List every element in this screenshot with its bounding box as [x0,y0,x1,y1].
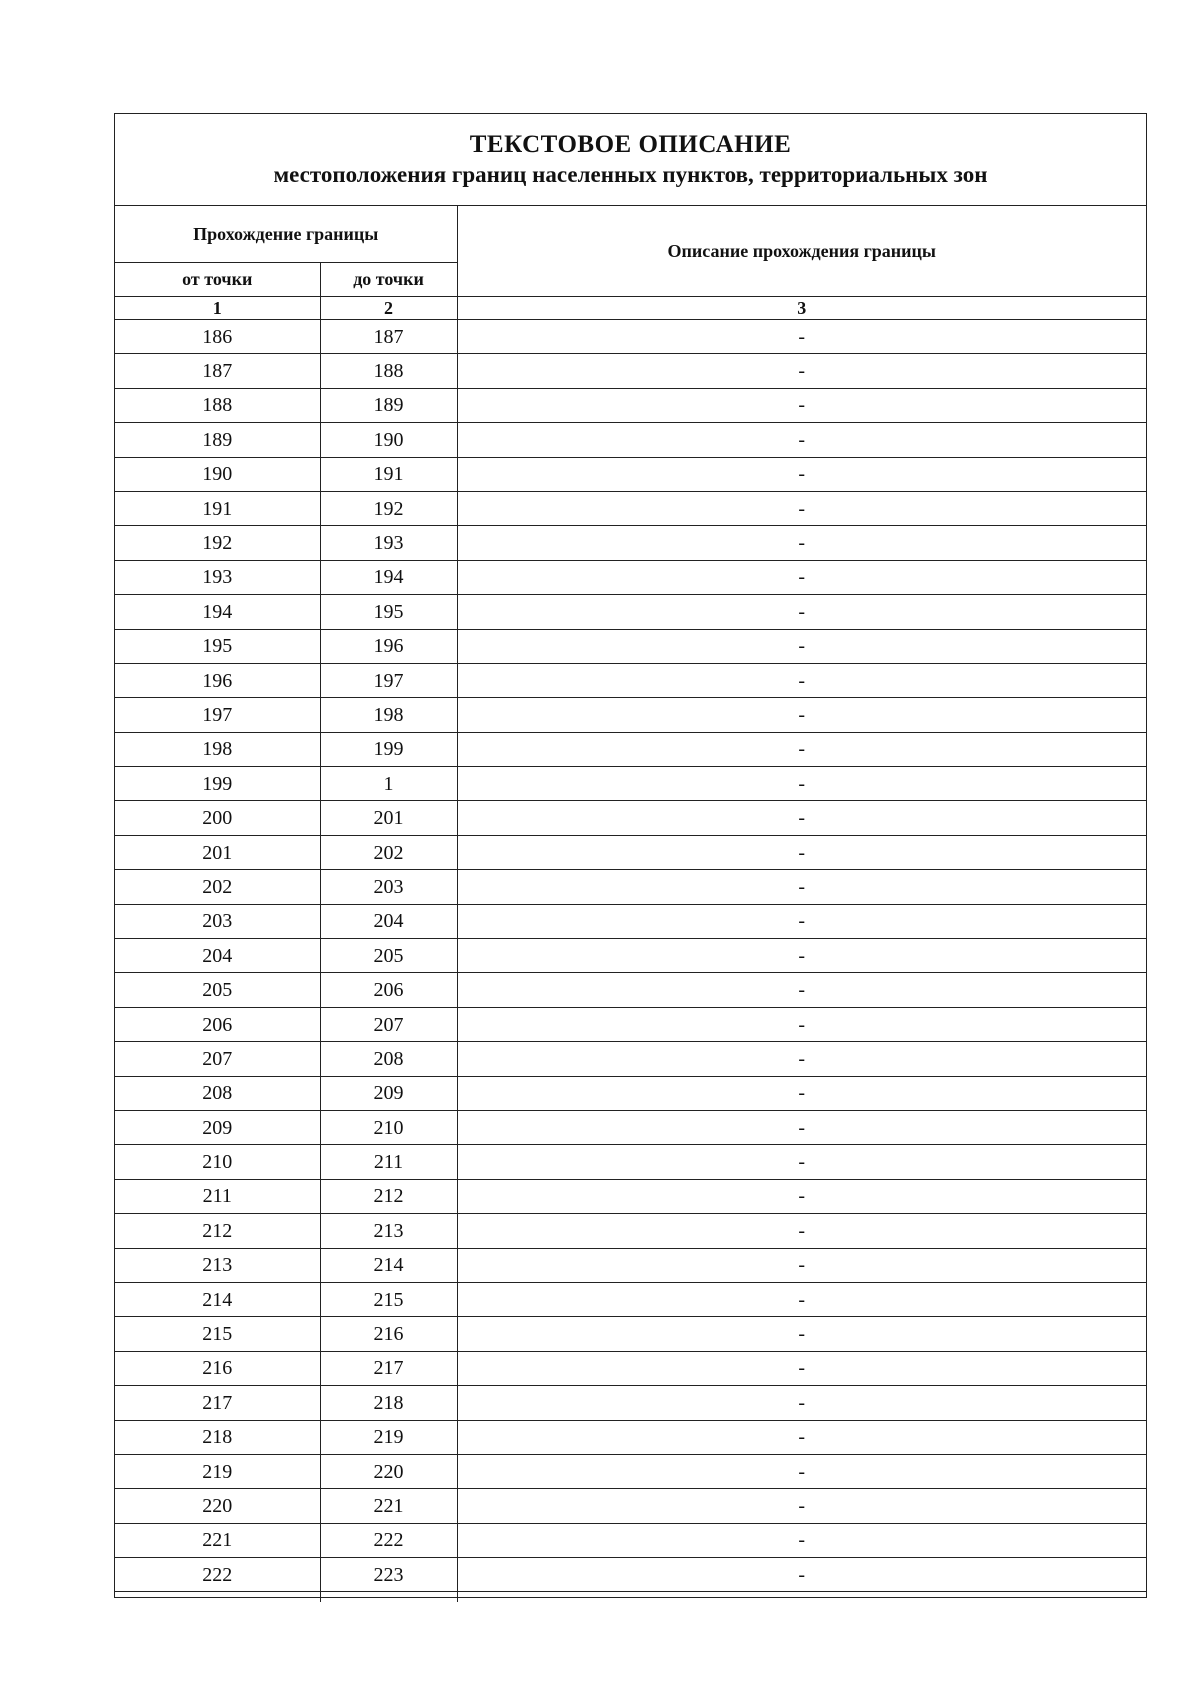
cell-to-point: 212 [320,1179,457,1213]
cell-to-point: 191 [320,457,457,491]
cell-to-point: 202 [320,835,457,869]
table-row [115,595,1146,629]
table-row [115,1214,1146,1248]
table-spacer-row [115,1592,1146,1603]
cell-description: - [457,423,1146,457]
cell-from-point: 212 [115,1214,320,1248]
cell-to-point: 213 [320,1214,457,1248]
cell-description: - [457,973,1146,1007]
cell-from-point: 222 [115,1558,320,1592]
table-row [115,1282,1146,1316]
cell-to-point: 195 [320,595,457,629]
table-row [115,904,1146,938]
cell-from-point: 190 [115,457,320,491]
header-from-point: от точки [115,263,320,297]
cell-description: - [457,1454,1146,1488]
table-row [115,973,1146,1007]
cell-description: - [457,1179,1146,1213]
boundary-table [115,206,1146,1602]
table-body [115,320,1146,1592]
table-row [115,1110,1146,1144]
title-block [115,114,1146,206]
cell-from-point: 208 [115,1076,320,1110]
cell-from-point: 203 [115,904,320,938]
cell-to-point: 214 [320,1248,457,1282]
cell-description: - [457,1386,1146,1420]
cell-from-point: 200 [115,801,320,835]
cell-to-point: 223 [320,1558,457,1592]
table-row [115,1454,1146,1488]
cell-to-point: 218 [320,1386,457,1420]
table-row [115,320,1146,354]
cell-description: - [457,595,1146,629]
cell-to-point: 197 [320,663,457,697]
cell-description: - [457,767,1146,801]
cell-from-point: 213 [115,1248,320,1282]
cell-description: - [457,1076,1146,1110]
cell-from-point: 206 [115,1007,320,1041]
cell-to-point: 194 [320,560,457,594]
table-row [115,732,1146,766]
cell-to-point: 201 [320,801,457,835]
cell-description: - [457,1145,1146,1179]
cell-to-point: 208 [320,1042,457,1076]
header-to-point: до точки [320,263,457,297]
cell-from-point: 196 [115,663,320,697]
cell-to-point: 204 [320,904,457,938]
table-row [115,767,1146,801]
table-row [115,1007,1146,1041]
cell-description: - [457,1007,1146,1041]
cell-from-point: 205 [115,973,320,1007]
table-row [115,1042,1146,1076]
cell-to-point: 207 [320,1007,457,1041]
cell-to-point: 219 [320,1420,457,1454]
cell-from-point: 199 [115,767,320,801]
cell-to-point: 216 [320,1317,457,1351]
cell-description: - [457,1351,1146,1385]
cell-description: - [457,732,1146,766]
cell-description: - [457,1110,1146,1144]
cell-to-point: 209 [320,1076,457,1110]
cell-from-point: 188 [115,388,320,422]
cell-from-point: 215 [115,1317,320,1351]
cell-to-point: 206 [320,973,457,1007]
table-row [115,1420,1146,1454]
cell-description: - [457,320,1146,354]
cell-to-point: 215 [320,1282,457,1316]
table-row [115,629,1146,663]
column-number-2: 2 [320,297,457,320]
cell-from-point: 191 [115,491,320,525]
cell-from-point: 193 [115,560,320,594]
cell-to-point: 190 [320,423,457,457]
document-subtitle: местоположения границ населенных пунктов, территориальных зон [273,162,988,187]
table-row [115,457,1146,491]
cell-description: - [457,1214,1146,1248]
cell-from-point: 186 [115,320,320,354]
table-row [115,354,1146,388]
table-row [115,1386,1146,1420]
cell-from-point: 189 [115,423,320,457]
cell-description: - [457,457,1146,491]
table-row [115,526,1146,560]
cell-from-point: 220 [115,1489,320,1523]
cell-to-point: 217 [320,1351,457,1385]
cell-from-point: 217 [115,1386,320,1420]
cell-from-point: 204 [115,939,320,973]
header-boundary-passage: Прохождение границы [115,206,457,263]
cell-from-point: 207 [115,1042,320,1076]
cell-to-point: 199 [320,732,457,766]
cell-to-point: 192 [320,491,457,525]
cell-description: - [457,663,1146,697]
cell-description: - [457,1558,1146,1592]
cell-description: - [457,1523,1146,1557]
cell-description: - [457,1248,1146,1282]
table-row [115,801,1146,835]
cell-description: - [457,939,1146,973]
table-row [115,1351,1146,1385]
cell-to-point: 211 [320,1145,457,1179]
cell-from-point: 202 [115,870,320,904]
table-row [115,835,1146,869]
cell-description: - [457,835,1146,869]
cell-description: - [457,1489,1146,1523]
table-row [115,560,1146,594]
cell-description: - [457,491,1146,525]
table-row [115,1076,1146,1110]
cell-from-point: 218 [115,1420,320,1454]
table-row [115,1523,1146,1557]
cell-description: - [457,388,1146,422]
cell-to-point: 203 [320,870,457,904]
cell-to-point: 220 [320,1454,457,1488]
column-number-3: 3 [457,297,1146,320]
cell-from-point: 216 [115,1351,320,1385]
table-row [115,1179,1146,1213]
cell-description: - [457,1317,1146,1351]
cell-from-point: 219 [115,1454,320,1488]
cell-to-point: 196 [320,629,457,663]
cell-to-point: 205 [320,939,457,973]
cell-from-point: 192 [115,526,320,560]
cell-from-point: 209 [115,1110,320,1144]
column-number-1: 1 [115,297,320,320]
cell-description: - [457,698,1146,732]
cell-to-point: 193 [320,526,457,560]
cell-from-point: 201 [115,835,320,869]
table-row [115,1317,1146,1351]
table-row [115,1145,1146,1179]
cell-to-point: 198 [320,698,457,732]
table-row [115,663,1146,697]
cell-description: - [457,526,1146,560]
cell-description: - [457,904,1146,938]
cell-description: - [457,870,1146,904]
table-row [115,1558,1146,1592]
cell-from-point: 187 [115,354,320,388]
cell-to-point: 189 [320,388,457,422]
table-row [115,491,1146,525]
cell-from-point: 214 [115,1282,320,1316]
cell-from-point: 211 [115,1179,320,1213]
cell-description: - [457,801,1146,835]
table-row [115,698,1146,732]
cell-from-point: 198 [115,732,320,766]
cell-from-point: 197 [115,698,320,732]
cell-from-point: 210 [115,1145,320,1179]
cell-description: - [457,1042,1146,1076]
cell-from-point: 194 [115,595,320,629]
table-row [115,388,1146,422]
table-row [115,939,1146,973]
cell-to-point: 188 [320,354,457,388]
cell-from-point: 195 [115,629,320,663]
table-row [115,870,1146,904]
cell-description: - [457,1420,1146,1454]
cell-to-point: 222 [320,1523,457,1557]
document-sheet [114,113,1147,1598]
cell-to-point: 210 [320,1110,457,1144]
cell-to-point: 221 [320,1489,457,1523]
table-row [115,423,1146,457]
document-title: ТЕКСТОВОЕ ОПИСАНИЕ [469,131,792,158]
cell-to-point: 187 [320,320,457,354]
cell-description: - [457,354,1146,388]
cell-from-point: 221 [115,1523,320,1557]
table-row [115,1248,1146,1282]
cell-to-point: 1 [320,767,457,801]
header-description: Описание прохождения границы [457,206,1146,297]
cell-description: - [457,560,1146,594]
cell-description: - [457,1282,1146,1316]
cell-description: - [457,629,1146,663]
table-row [115,1489,1146,1523]
